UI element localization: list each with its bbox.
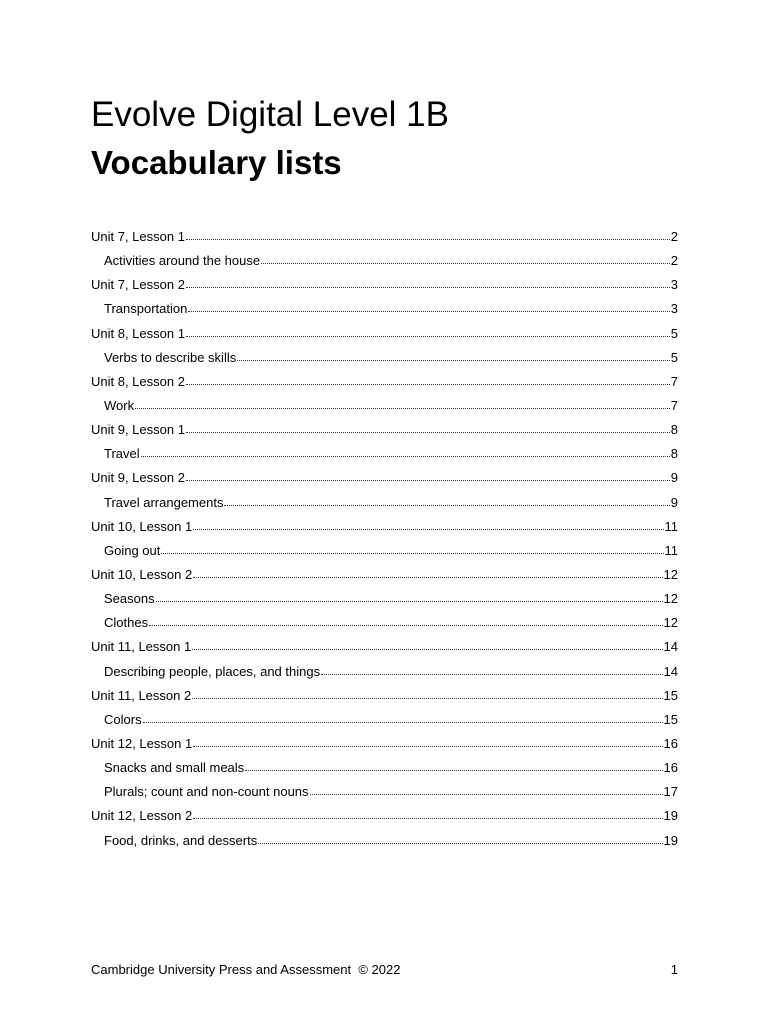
toc-entry[interactable] bbox=[91, 635, 678, 659]
toc-page-number: 16 bbox=[663, 760, 678, 776]
toc-dot-leader bbox=[186, 468, 670, 481]
toc-subentry[interactable] bbox=[91, 829, 678, 853]
toc-page-number: 8 bbox=[670, 446, 678, 462]
toc-entry[interactable] bbox=[91, 418, 678, 442]
toc-subentry[interactable] bbox=[91, 442, 678, 466]
toc-dot-leader bbox=[149, 613, 662, 626]
toc-dot-leader bbox=[186, 227, 670, 240]
toc-page-number: 8 bbox=[670, 422, 678, 438]
toc-dot-leader bbox=[188, 299, 669, 312]
toc-page-number: 14 bbox=[663, 663, 678, 679]
toc-entry-text: Unit 7, Lesson 1 bbox=[91, 229, 185, 244]
toc-dot-leader bbox=[186, 420, 670, 433]
toc-entry-text: Unit 12, Lesson 1 bbox=[91, 735, 193, 751]
toc-dot-leader bbox=[310, 782, 663, 795]
toc-subentry[interactable] bbox=[91, 756, 678, 780]
toc-page-number: 12 bbox=[663, 566, 678, 582]
document-title: Evolve Digital Level 1B bbox=[91, 95, 449, 134]
document-page bbox=[91, 0, 678, 1024]
toc-dot-leader bbox=[321, 662, 662, 675]
toc-page-number: 16 bbox=[663, 735, 678, 751]
toc-page-number: 15 bbox=[663, 711, 678, 727]
toc-dot-leader bbox=[193, 565, 662, 578]
toc-subentry[interactable] bbox=[91, 346, 678, 370]
toc-dot-leader bbox=[186, 372, 670, 385]
toc-dot-leader bbox=[156, 589, 663, 602]
table-of-contents bbox=[91, 225, 678, 853]
toc-entry-text: Verbs to describe skills bbox=[104, 349, 237, 365]
toc-subentry[interactable] bbox=[91, 587, 678, 611]
toc-entry-text: Food, drinks, and desserts bbox=[104, 832, 258, 848]
toc-page-number: 5 bbox=[670, 349, 678, 365]
toc-entry-text: Seasons bbox=[104, 591, 155, 607]
toc-page-number: 3 bbox=[670, 277, 678, 293]
toc-subentry[interactable] bbox=[91, 611, 678, 635]
toc-subentry[interactable] bbox=[91, 539, 678, 563]
toc-page-number: 2 bbox=[670, 229, 678, 244]
toc-entry-text: Colors bbox=[104, 711, 142, 727]
toc-page-number: 19 bbox=[663, 808, 678, 824]
toc-entry-text: Travel bbox=[104, 446, 140, 462]
toc-page-number: 12 bbox=[663, 615, 678, 631]
toc-entry[interactable] bbox=[91, 563, 678, 587]
toc-page-number: 7 bbox=[670, 397, 678, 413]
toc-entry[interactable] bbox=[91, 225, 678, 249]
toc-dot-leader bbox=[186, 275, 670, 288]
toc-dot-leader bbox=[143, 710, 663, 723]
toc-entry-text: Plurals; count and non-count nouns bbox=[104, 784, 309, 800]
toc-entry-text: Unit 9, Lesson 2 bbox=[91, 470, 185, 486]
toc-page-number: 3 bbox=[670, 301, 678, 317]
toc-dot-leader bbox=[224, 493, 669, 506]
toc-entry-text: Unit 8, Lesson 2 bbox=[91, 373, 185, 389]
toc-page-number: 9 bbox=[670, 470, 678, 486]
toc-page-number: 12 bbox=[663, 591, 678, 607]
toc-dot-leader bbox=[141, 444, 670, 457]
toc-dot-leader bbox=[237, 348, 670, 361]
toc-dot-leader bbox=[135, 396, 670, 409]
toc-dot-leader bbox=[245, 758, 662, 771]
toc-entry-text: Unit 11, Lesson 1 bbox=[91, 639, 192, 655]
toc-entry[interactable] bbox=[91, 804, 678, 828]
toc-entry-text: Work bbox=[104, 397, 135, 413]
toc-entry[interactable] bbox=[91, 370, 678, 394]
toc-entry-text: Unit 10, Lesson 2 bbox=[91, 566, 193, 582]
toc-subentry[interactable] bbox=[91, 780, 678, 804]
toc-entry-text: Activities around the house bbox=[104, 253, 261, 269]
toc-dot-leader bbox=[186, 324, 670, 337]
toc-entry[interactable] bbox=[91, 273, 678, 297]
toc-page-number: 5 bbox=[670, 325, 678, 341]
toc-page-number: 9 bbox=[670, 494, 678, 510]
toc-dot-leader bbox=[258, 831, 662, 844]
toc-dot-leader bbox=[193, 734, 662, 747]
document-subtitle: Vocabulary lists bbox=[91, 144, 342, 181]
toc-subentry[interactable] bbox=[91, 491, 678, 515]
footer-page-number: 1 bbox=[670, 962, 678, 977]
footer-copyright: Cambridge University Press and Assessment © 2022 bbox=[91, 962, 401, 977]
toc-entry-text: Unit 7, Lesson 2 bbox=[91, 277, 185, 293]
toc-page-number: 7 bbox=[670, 373, 678, 389]
toc-entry-text: Unit 12, Lesson 2 bbox=[91, 808, 193, 824]
toc-subentry[interactable] bbox=[91, 708, 678, 732]
toc-page-number: 14 bbox=[663, 639, 678, 655]
toc-entry-text: Travel arrangements bbox=[104, 494, 224, 510]
toc-entry[interactable] bbox=[91, 515, 678, 539]
toc-page-number: 17 bbox=[663, 784, 678, 800]
toc-subentry[interactable] bbox=[91, 394, 678, 418]
toc-entry-text: Unit 8, Lesson 1 bbox=[91, 325, 185, 341]
toc-dot-leader bbox=[193, 517, 663, 530]
toc-subentry[interactable] bbox=[91, 660, 678, 684]
toc-dot-leader bbox=[193, 806, 662, 819]
toc-dot-leader bbox=[261, 251, 670, 264]
toc-entry-text: Clothes bbox=[104, 615, 149, 631]
toc-dot-leader bbox=[192, 686, 662, 699]
toc-page-number: 19 bbox=[663, 832, 678, 848]
toc-dot-leader bbox=[161, 541, 663, 554]
toc-entry-text: Unit 11, Lesson 2 bbox=[91, 687, 192, 703]
toc-entry[interactable] bbox=[91, 732, 678, 756]
toc-entry-text: Snacks and small meals bbox=[104, 760, 245, 776]
toc-page-number: 15 bbox=[663, 687, 678, 703]
toc-entry[interactable] bbox=[91, 322, 678, 346]
toc-page-number: 2 bbox=[670, 253, 678, 269]
toc-subentry[interactable] bbox=[91, 249, 678, 273]
toc-page-number: 11 bbox=[664, 542, 678, 558]
toc-entry[interactable] bbox=[91, 466, 678, 490]
toc-subentry[interactable] bbox=[91, 297, 678, 321]
toc-page-number: 11 bbox=[664, 518, 678, 534]
toc-entry-text: Transportation bbox=[104, 301, 188, 317]
toc-entry-text: Unit 9, Lesson 1 bbox=[91, 422, 185, 438]
toc-dot-leader bbox=[192, 637, 662, 650]
toc-entry-text: Unit 10, Lesson 1 bbox=[91, 518, 193, 534]
toc-entry-text: Describing people, places, and things bbox=[104, 663, 321, 679]
toc-entry-text: Going out bbox=[104, 542, 161, 558]
toc-entry[interactable] bbox=[91, 684, 678, 708]
page-footer bbox=[91, 960, 678, 980]
